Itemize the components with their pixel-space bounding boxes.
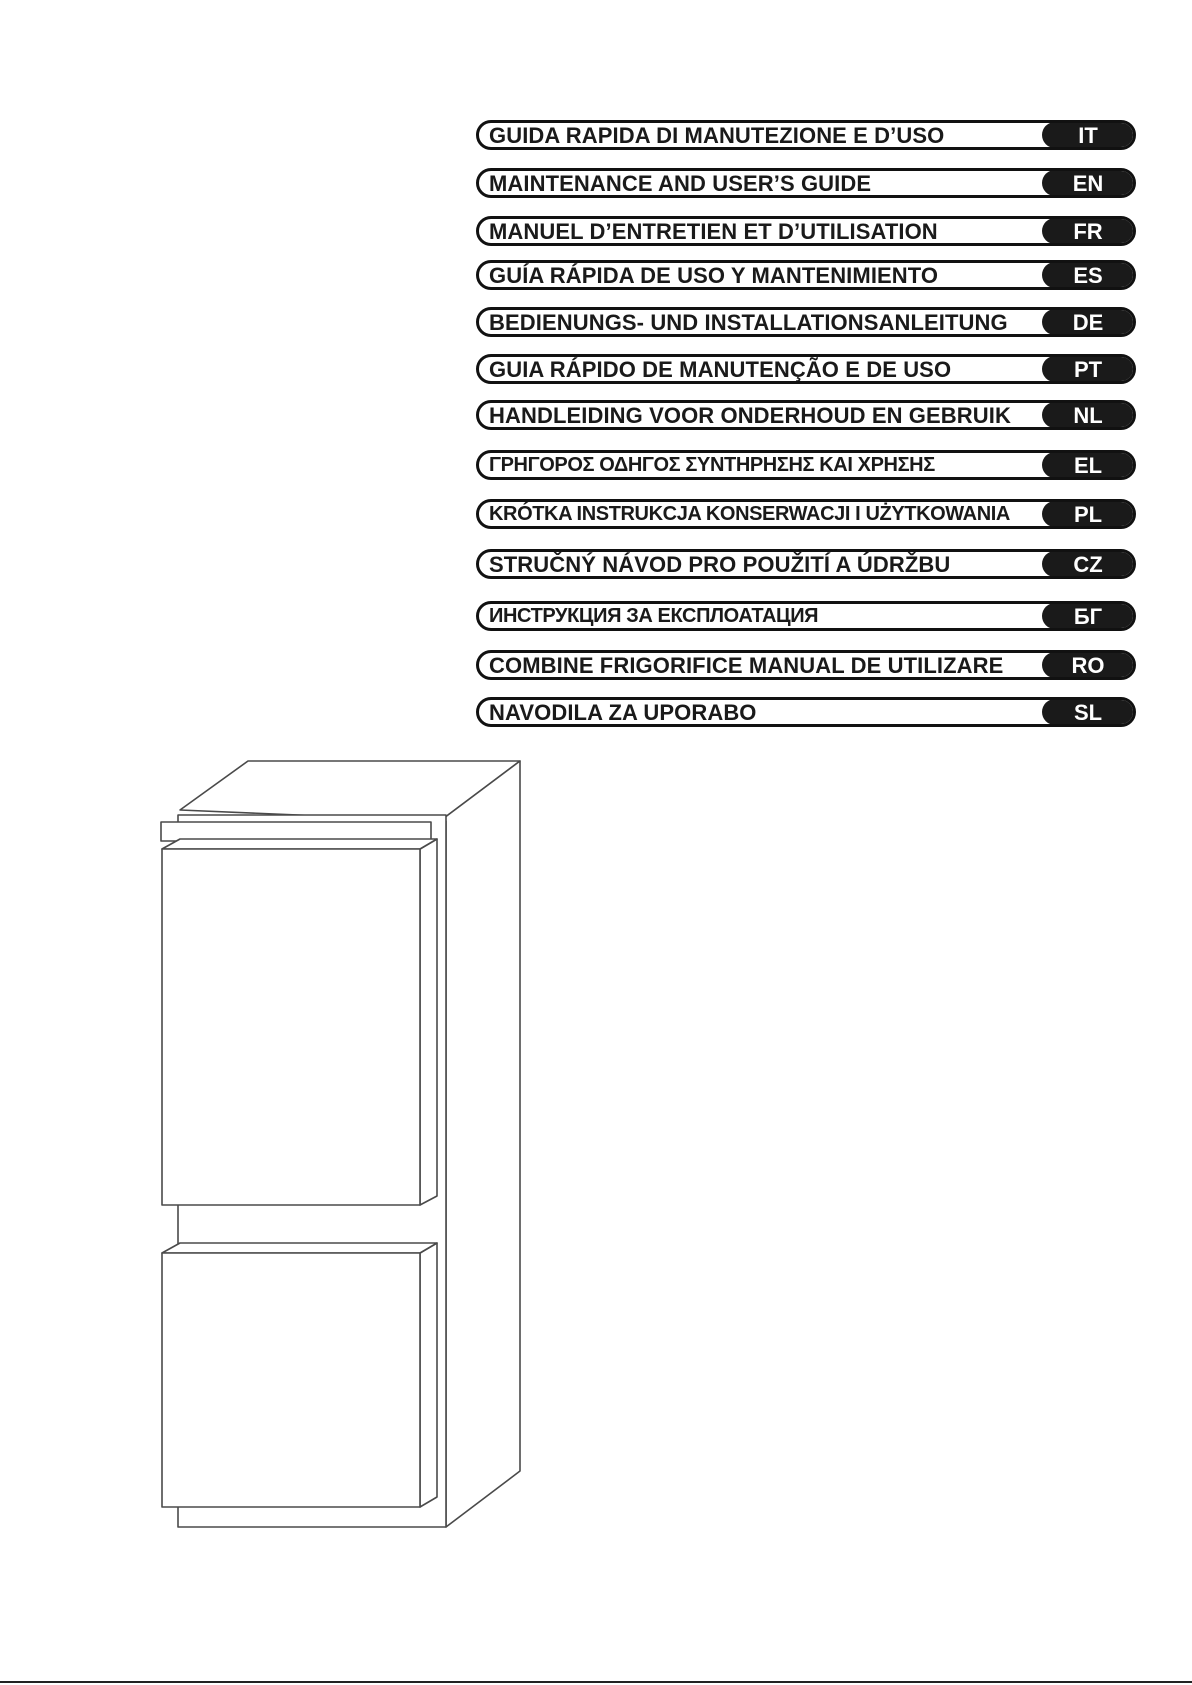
lower-door-edge (420, 1243, 437, 1507)
guide-title: BEDIENUNGS- UND INSTALLATIONSANLEITUNG (489, 310, 1008, 335)
guide-row-en[interactable] (476, 168, 1136, 198)
lower-door (162, 1253, 420, 1507)
guide-row-sl[interactable] (476, 697, 1136, 727)
page-bottom-rule (0, 1681, 1192, 1683)
language-code-badge: CZ (1042, 551, 1134, 577)
language-code-badge: ES (1042, 262, 1134, 288)
guide-title: GUÍA RÁPIDA DE USO Y MANTENIMIENTO (489, 263, 939, 288)
language-code-badge: NL (1042, 402, 1134, 428)
guide-row-bg[interactable] (476, 601, 1136, 631)
guide-title: MAINTENANCE AND USER’S GUIDE (489, 171, 872, 196)
language-code-badge: FR (1042, 218, 1134, 244)
language-code-badge: EL (1042, 452, 1134, 478)
guide-row-el[interactable] (476, 450, 1136, 480)
fridge-illustration (150, 755, 530, 1535)
language-code-badge: EN (1042, 170, 1134, 196)
language-code-badge: RO (1042, 652, 1134, 678)
cabinet-side (440, 761, 520, 1527)
language-code-badge: SL (1042, 699, 1134, 725)
language-code-badge: БГ (1042, 603, 1134, 629)
guide-title: ИНСТРУКЦИЯ ЗА ЕКСПЛОАТАЦИЯ (489, 605, 819, 627)
guide-row-cz[interactable] (476, 549, 1136, 579)
guide-row-pt[interactable] (476, 354, 1136, 384)
language-code-badge: PL (1042, 501, 1134, 527)
upper-door-top-edge (162, 839, 437, 849)
guide-row-de[interactable] (476, 307, 1136, 337)
upper-door (162, 849, 420, 1205)
language-code-badge: PT (1042, 356, 1134, 382)
guide-title: COMBINE FRIGORIFICE MANUAL DE UTILIZARE (489, 653, 1004, 678)
guide-row-pl[interactable] (476, 499, 1136, 529)
upper-door-edge (420, 839, 437, 1205)
guide-title: KRÓTKA INSTRUKCJA KONSERWACJI I UŻYTKOWANIA (489, 503, 1010, 525)
guide-title: HANDLEIDING VOOR ONDERHOUD EN GEBRUIK (489, 403, 1011, 428)
guide-title: GUIA RÁPIDO DE MANUTENÇÃO E DE USO (489, 357, 952, 382)
guide-title: GUIDA RAPIDA DI MANUTEZIONE E D’USO (489, 123, 945, 148)
guide-row-it[interactable] (476, 120, 1136, 150)
language-code-badge: DE (1042, 309, 1134, 335)
guide-row-fr[interactable] (476, 216, 1136, 246)
guide-title: ΓΡΗΓΟΡΟΣ ΟΔΗΓΟΣ ΣΥΝΤΗΡΗΣΗΣ ΚΑΙ ΧΡΗΣΗΣ (489, 454, 935, 476)
language-code-badge: IT (1042, 122, 1134, 148)
lower-door-top-edge (162, 1243, 437, 1253)
top-trim (161, 822, 431, 841)
guide-title: NAVODILA ZA UPORABO (489, 700, 757, 725)
guide-row-es[interactable] (476, 260, 1136, 290)
guide-title: STRUČNÝ NÁVOD PRO POUŽITÍ A ÚDRŽBU (489, 552, 951, 577)
guide-row-ro[interactable] (476, 650, 1136, 680)
guide-row-nl[interactable] (476, 400, 1136, 430)
guide-title: MANUEL D’ENTRETIEN ET D’UTILISATION (489, 219, 938, 244)
